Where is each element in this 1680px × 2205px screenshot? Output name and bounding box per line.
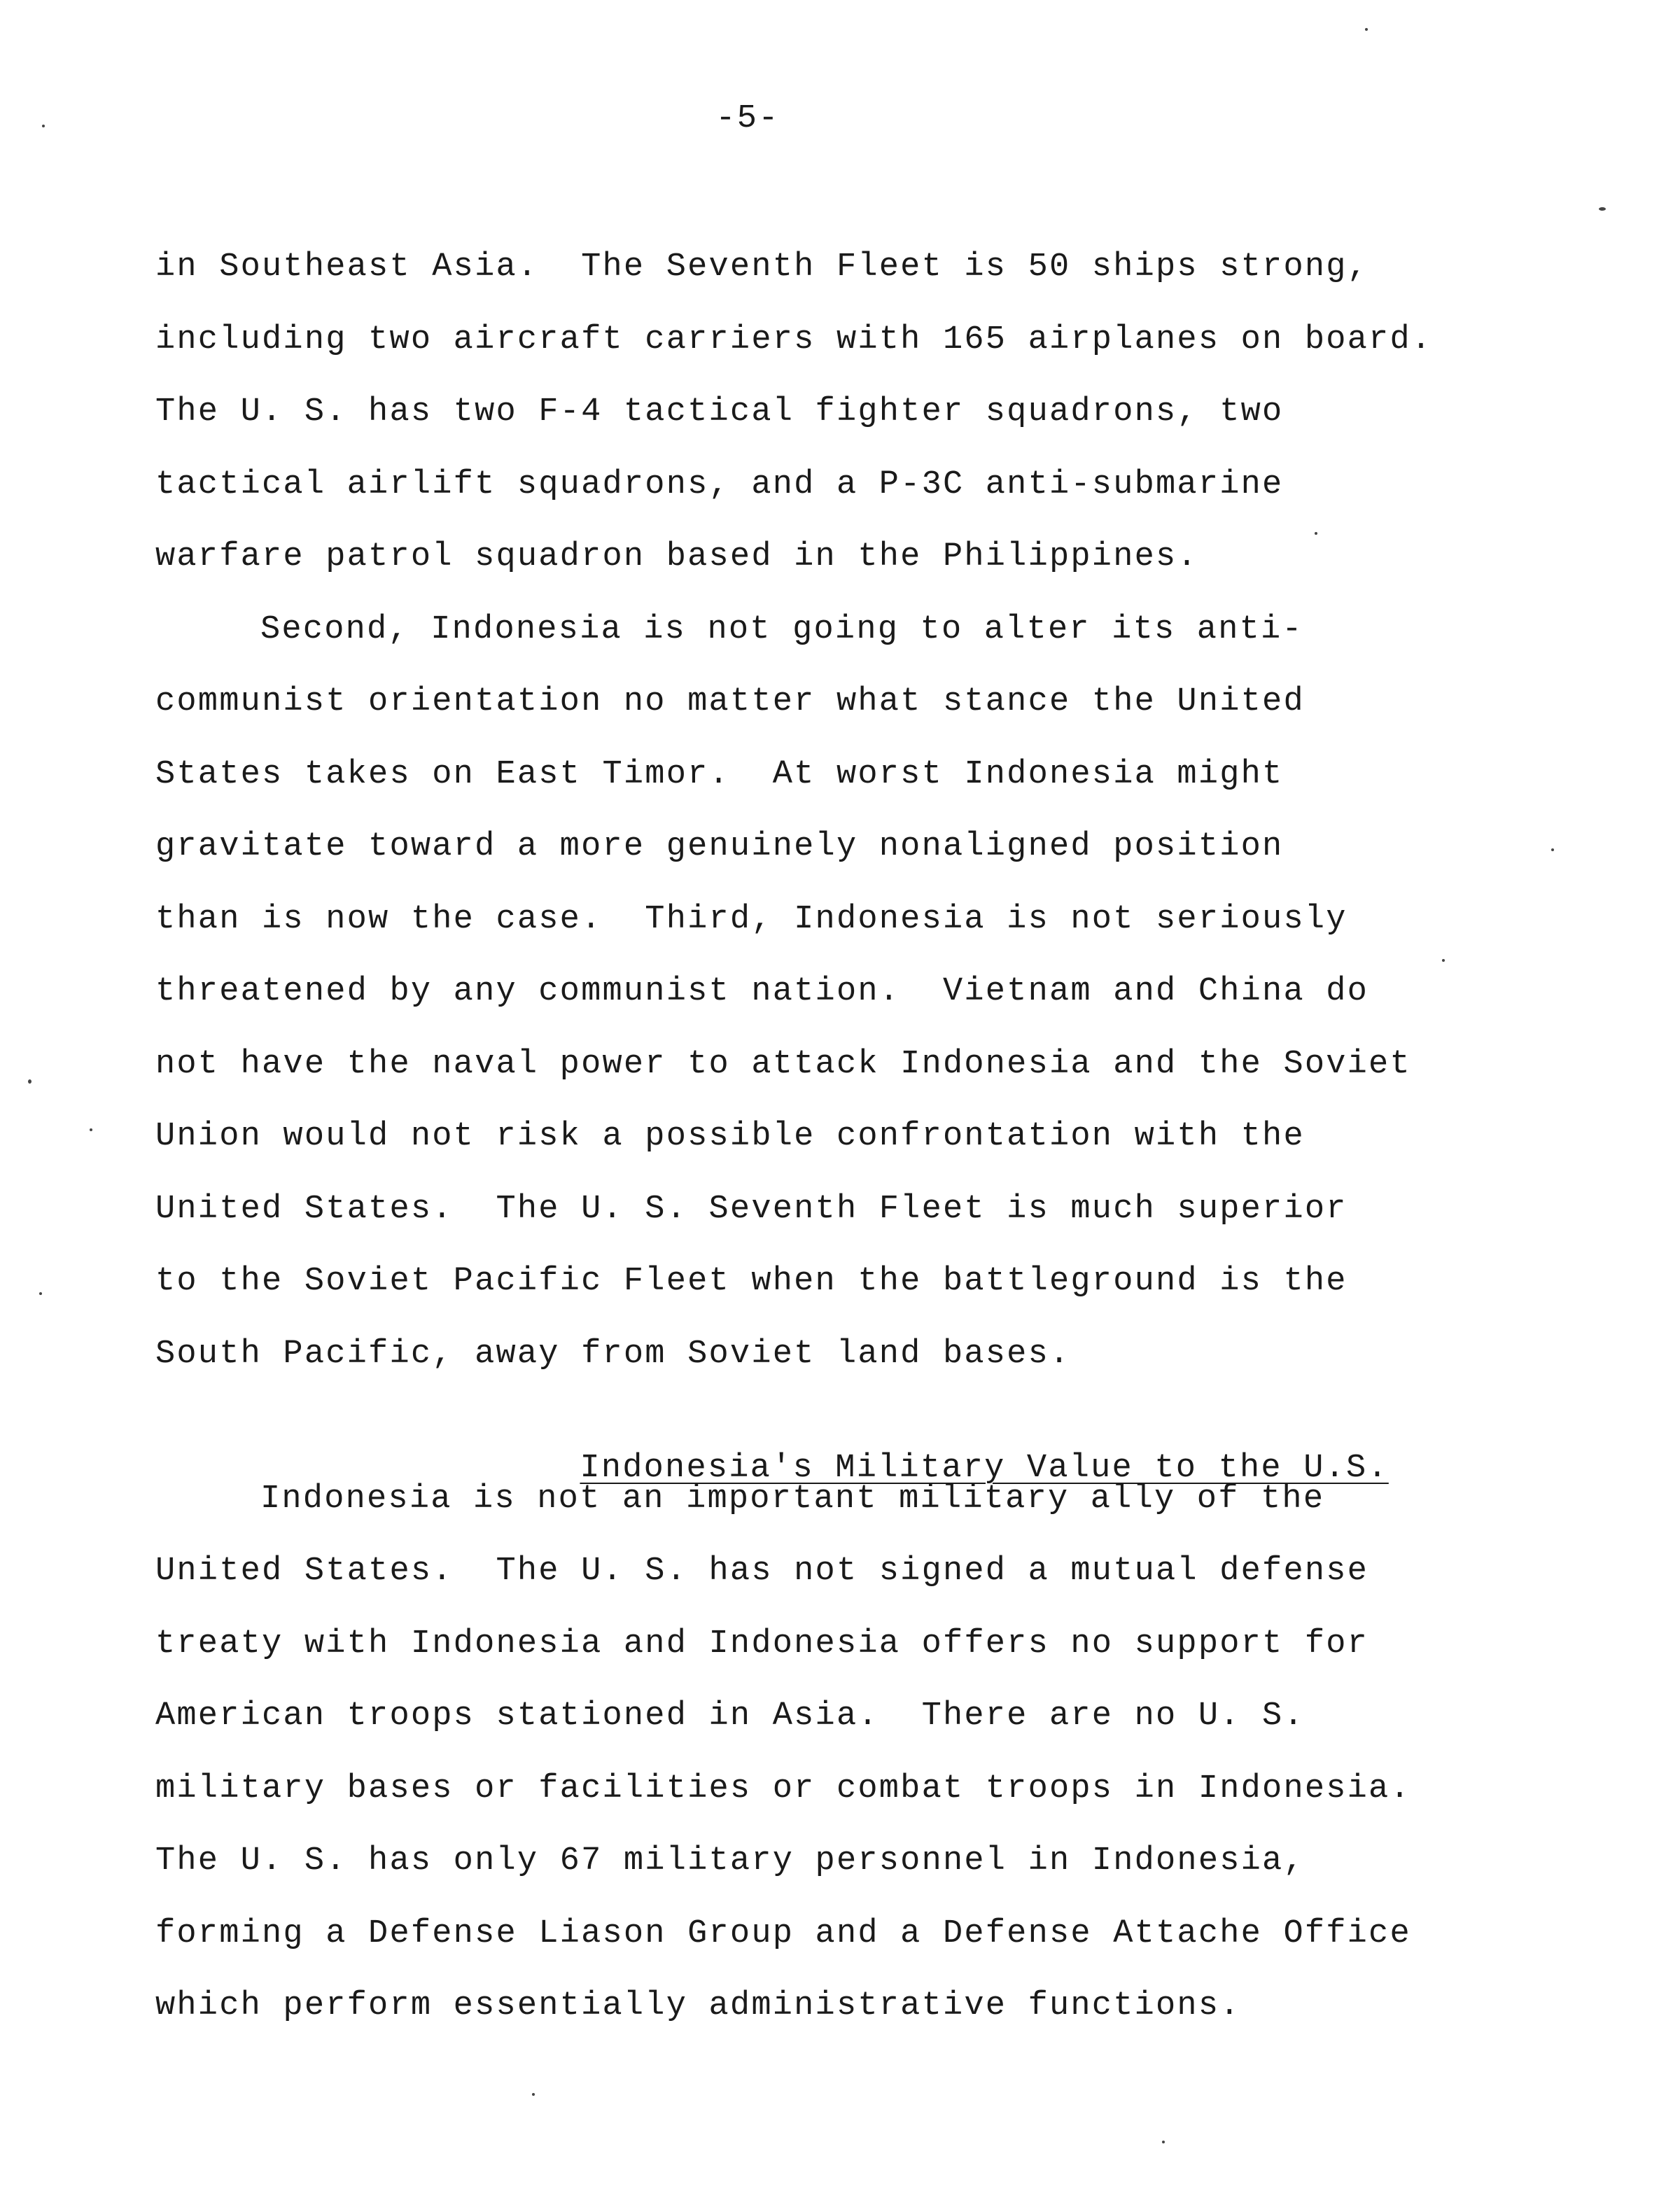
text-line: The U. S. has only 67 military personnel in Indonesia, — [155, 1842, 1305, 1879]
text-line: military bases or facilities or combat troops in Indonesia. — [155, 1770, 1411, 1807]
page-number: -5- — [715, 100, 780, 137]
text-line: which perform essentially administrative functions. — [155, 1987, 1241, 2024]
text-line: gravitate toward a more genuinely nonaligned position — [155, 828, 1284, 865]
text-line: United States. The U. S. Seventh Fleet is much superior — [155, 1190, 1348, 1228]
text-line: communist orientation no matter what stance the United — [155, 683, 1305, 720]
text-line: threatened by any communist nation. Vietnam and China do — [155, 973, 1369, 1010]
scan-speck — [1315, 532, 1317, 535]
text-line: United States. The U. S. has not signed a mutual defense — [155, 1553, 1369, 1590]
scan-speck — [28, 1079, 31, 1084]
text-line: The U. S. has two F-4 tactical fighter squadrons, two — [155, 393, 1284, 430]
scan-speck — [90, 1128, 92, 1131]
body-text — [155, 246, 1625, 2058]
text-line: American troops stationed in Asia. There are no U. S. — [155, 1698, 1305, 1735]
section-heading-text: Indonesia's Military Value to the U.S. — [580, 1450, 1389, 1487]
text-line: to the Soviet Pacific Fleet when the battleground is the — [155, 1263, 1348, 1300]
text-line: Union would not risk a possible confrontation with the — [155, 1118, 1305, 1155]
text-line: including two aircraft carriers with 165 airplanes on board. — [155, 321, 1433, 358]
scan-speck — [42, 125, 45, 127]
scan-speck — [1442, 959, 1445, 962]
text-line: than is now the case. Third, Indonesia is not seriously — [155, 900, 1348, 938]
text-line: warfare patrol squadron based in the Philippines. — [155, 538, 1198, 575]
text-line: treaty with Indonesia and Indonesia offers no support for — [155, 1625, 1369, 1662]
scan-speck — [39, 1292, 42, 1295]
paragraph-start-line: Indonesia is not an important military ally of the — [260, 1480, 1325, 1518]
text-line: in Southeast Asia. The Seventh Fleet is 50 ships strong, — [155, 248, 1369, 286]
text-line: South Pacific, away from Soviet land bases. — [155, 1335, 1071, 1373]
section-heading — [155, 1406, 1625, 1487]
scan-speck — [532, 2093, 535, 2096]
scan-speck — [1551, 848, 1554, 851]
text-line: tactical airlift squadrons, and a P-3C anti-submarine — [155, 465, 1284, 503]
text-line: not have the naval power to attack Indonesia and the Soviet — [155, 1045, 1411, 1083]
text-line: States takes on East Timor. At worst Indonesia might — [155, 755, 1284, 793]
scan-speck — [1365, 28, 1368, 31]
scan-speck — [1162, 2141, 1165, 2143]
scan-speck — [1599, 207, 1606, 211]
text-line: forming a Defense Liason Group and a Defense Attache Office — [155, 1914, 1411, 1952]
paragraph-start-line: Second, Indonesia is not going to alter its anti- — [260, 610, 1303, 648]
